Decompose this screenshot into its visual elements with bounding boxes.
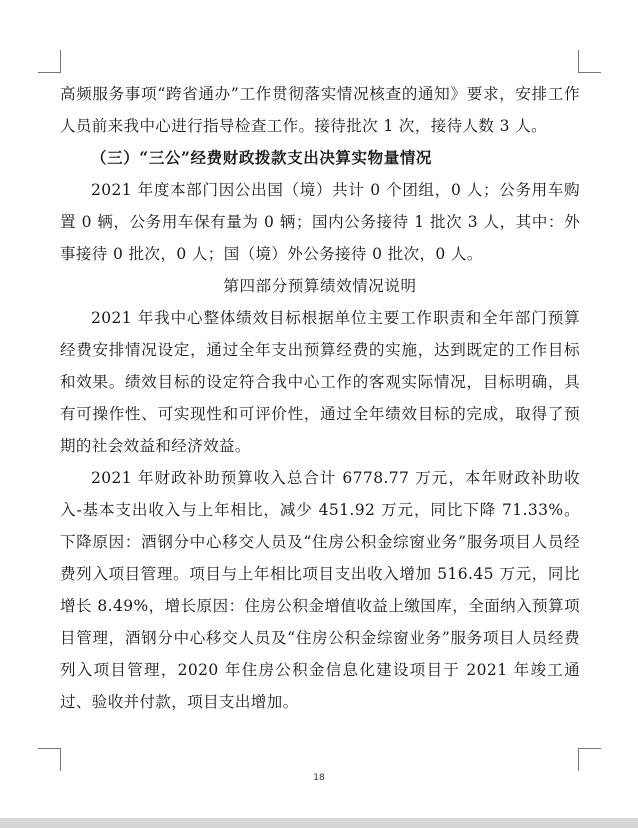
crop-mark-top-left xyxy=(38,50,61,73)
crop-mark-bottom-right xyxy=(578,748,601,771)
part-four-title: 第四部分预算绩效情况说明 xyxy=(223,277,417,295)
crop-mark-top-right xyxy=(578,50,601,73)
page-content xyxy=(60,78,580,718)
paragraph-three-public-details: 2021 年度本部门因公出国（境）共计 0 个团组，0 人；公务用车购置 0 辆，公务用车保有量为 0 辆；国内公务接待 1 批次 3 人，其中：外事接待 0 批次，0 人；国（境）外公务接待 0 批次，0 人。 xyxy=(60,181,580,263)
paragraph-continued: 高频服务事项“跨省通办”工作贯彻落实情况核查的通知》要求，安排工作人员前来我中心进行指导检查工作。接待批次 1 次，接待人数 3 人。 xyxy=(60,85,580,135)
paragraph-budget-income: 2021 年财政补助预算收入总合计 6778.77 万元，本年财政补助收入-基本支出收入与上年相比，减少 451.92 万元，同比下降 71.33%。下降原因：酒钢分中心移交人员及“住房公积金综窗业务”服务项目人员经费列入项目管理。项目与上年相比项目支出收入增加 516.45 万元，同比增长 8.49%，增长原因：住房公积金增值收益上缴国库，全面纳入预算项目管理，酒钢分中心移交人员及“住房公积金综窗业务”服务项目人员经费列入项目管理，2020 年住房公积金信息化建设项目于 2021 年竣工通过、验收并付款，项目支出增加。 xyxy=(60,469,580,711)
paragraph-performance-goals: 2021 年我中心整体绩效目标根据单位主要工作职责和全年部门预算经费安排情况设定，通过全年支出预算经费的实施，达到既定的工作目标和效果。绩效目标的设定符合我中心工作的客观实际情况，目标明确，具有可操作性、可实现性和可评价性，通过全年绩效目标的完成，取得了预期的社会效益和经济效益。 xyxy=(60,309,580,455)
section-heading-three-public: （三）“三公”经费财政拨款支出决算实物量情况 xyxy=(91,148,433,167)
crop-mark-bottom-left xyxy=(38,748,61,771)
viewer-bottom-bar xyxy=(0,818,638,828)
page-number: 18 xyxy=(313,773,325,783)
